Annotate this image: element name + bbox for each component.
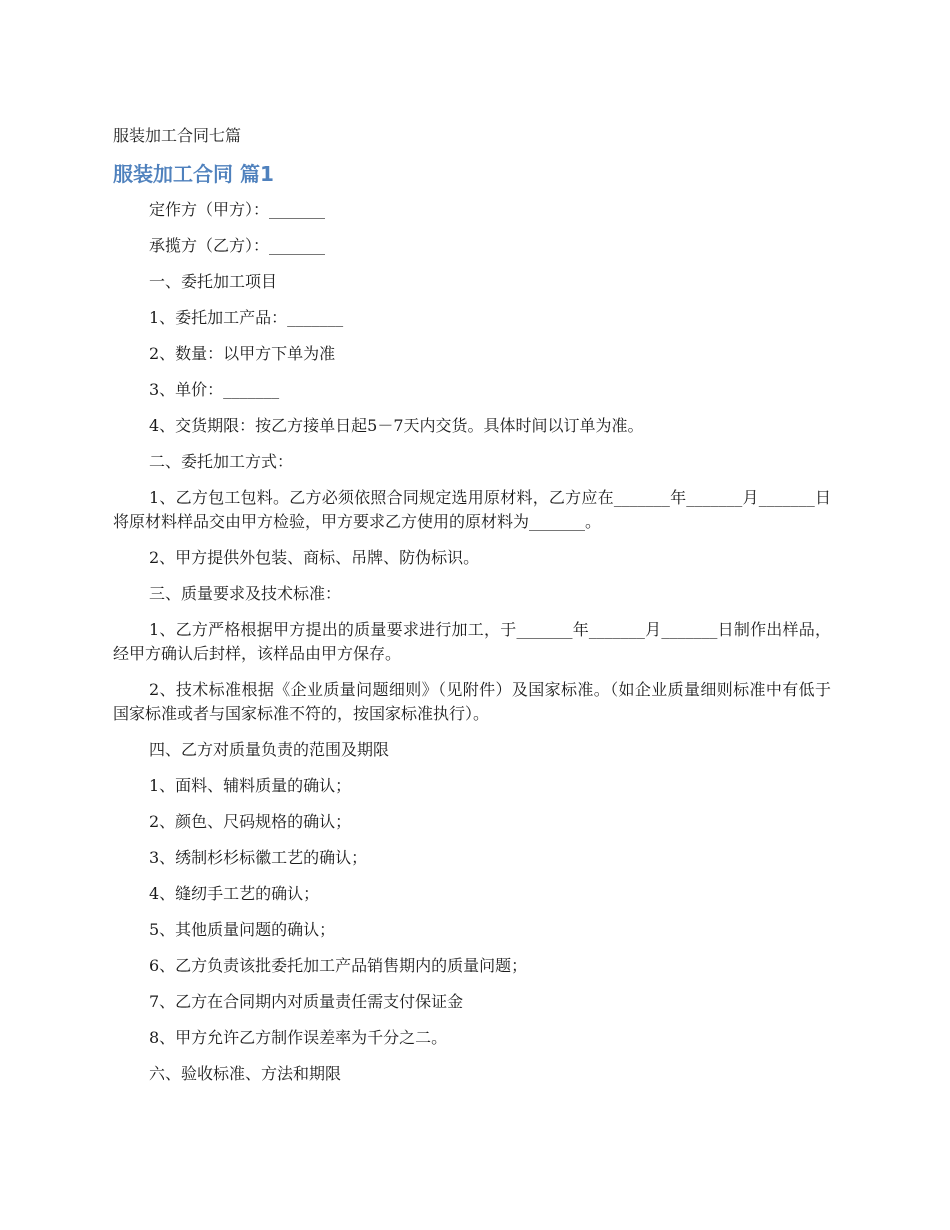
paragraph-unit-price: 3、单价：_______	[149, 380, 280, 399]
heading-entrusted-items: 一、委托加工项目	[149, 272, 278, 291]
paragraph-packaging: 2、甲方提供外包装、商标、吊牌、防伪标识。	[149, 548, 480, 567]
document-title: 服装加工合同七篇	[113, 126, 242, 145]
list-item-error-rate: 8、甲方允许乙方制作误差率为千分之二。	[149, 1028, 448, 1047]
list-item-sewing: 4、缝纫手工艺的确认；	[149, 884, 320, 903]
paragraph-party-b: 承揽方（乙方）：_______	[149, 236, 326, 255]
list-item-other-quality: 5、其他质量问题的确认；	[149, 920, 336, 939]
list-item-embroidery: 3、绣制杉杉标徽工艺的确认；	[149, 848, 368, 867]
heading-quality-scope: 四、乙方对质量负责的范围及期限	[149, 740, 390, 759]
paragraph-quantity: 2、数量：以甲方下单为准	[149, 344, 336, 363]
heading-processing-method: 二、委托加工方式：	[149, 452, 294, 471]
list-item-color-size: 2、颜色、尺码规格的确认；	[149, 812, 352, 831]
list-item-sales-period: 6、乙方负责该批委托加工产品销售期内的质量问题；	[149, 956, 528, 975]
document-page	[113, 124, 831, 1098]
paragraph-product: 1、委托加工产品：_______	[149, 308, 344, 327]
heading-acceptance: 六、验收标准、方法和期限	[149, 1064, 342, 1083]
section-heading: 服装加工合同 篇1	[113, 162, 274, 186]
paragraph-delivery-term: 4、交货期限：按乙方接单日起5－7天内交货。具体时间以订单为准。	[149, 416, 644, 435]
paragraph-party-a: 定作方（甲方）：_______	[149, 200, 326, 219]
paragraph-sample: 1、乙方严格根据甲方提出的质量要求进行加工，于_______年_______月_______日制作出样品，经甲方确认后封样，该样品由甲方保存。	[113, 620, 831, 663]
heading-quality-standards: 三、质量要求及技术标准：	[149, 584, 342, 603]
list-item-deposit: 7、乙方在合同期内对质量责任需支付保证金	[149, 992, 464, 1011]
list-item-fabric: 1、面料、辅料质量的确认；	[149, 776, 352, 795]
paragraph-materials: 1、乙方包工包料。乙方必须依照合同规定选用原材料，乙方应在_______年_______月_______日将原材料样品交由甲方检验，甲方要求乙方使用的原材料为_______。	[113, 488, 831, 531]
paragraph-tech-standard: 2、技术标准根据《企业质量问题细则》（见附件）及国家标准。（如企业质量细则标准中有低于国家标准或者与国家标准不符的，按国家标准执行）。	[113, 680, 831, 723]
